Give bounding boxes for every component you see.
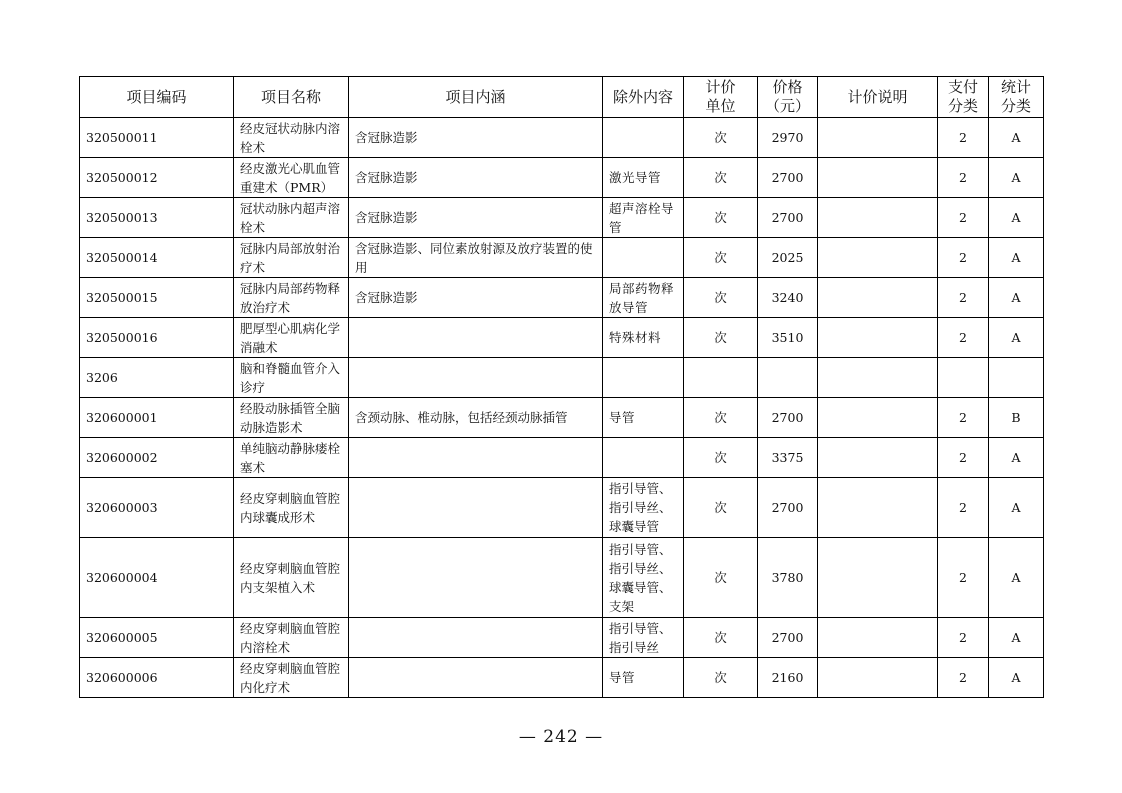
table-row [80,618,1044,658]
cell-stat: A [989,618,1044,658]
cell-price: 2700 [758,618,818,658]
cell-price [758,358,818,398]
cell-note [818,398,938,438]
cell-content [349,538,603,618]
header-unit: 计价 单位 [684,77,758,118]
cell-note [818,118,938,158]
cell-name: 冠脉内局部药物释放治疗术 [234,278,349,318]
cell-code: 320600001 [80,398,234,438]
cell-pay: 2 [938,118,989,158]
cell-name: 经股动脉插管全脑动脉造影术 [234,398,349,438]
cell-stat: A [989,118,1044,158]
table-row [80,538,1044,618]
table-row [80,238,1044,278]
cell-unit: 次 [684,618,758,658]
cell-excluded: 特殊材料 [603,318,684,358]
cell-content: 含颈动脉、椎动脉，包括经颈动脉插管 [349,398,603,438]
cell-content [349,318,603,358]
cell-excluded: 导管 [603,658,684,698]
cell-name: 经皮冠状动脉内溶栓术 [234,118,349,158]
table-row [80,658,1044,698]
cell-excluded: 超声溶栓导管 [603,198,684,238]
cell-name: 经皮穿刺脑血管腔内球囊成形术 [234,478,349,538]
cell-pay: 2 [938,438,989,478]
cell-code: 320600003 [80,478,234,538]
cell-unit: 次 [684,238,758,278]
header-price: 价格 （元） [758,77,818,118]
cell-code: 320500015 [80,278,234,318]
cell-name: 经皮穿刺脑血管腔内化疗术 [234,658,349,698]
cell-pay: 2 [938,158,989,198]
header-name: 项目名称 [234,77,349,118]
cell-unit: 次 [684,478,758,538]
cell-price: 2700 [758,398,818,438]
cell-stat: A [989,538,1044,618]
cell-stat: A [989,478,1044,538]
cell-code: 320500013 [80,198,234,238]
cell-price: 3375 [758,438,818,478]
cell-excluded: 指引导管、指引导丝、球囊导管 [603,478,684,538]
cell-unit: 次 [684,198,758,238]
cell-note [818,158,938,198]
cell-excluded: 局部药物释放导管 [603,278,684,318]
cell-unit: 次 [684,118,758,158]
cell-pay: 2 [938,198,989,238]
cell-note [818,438,938,478]
header-note: 计价说明 [818,77,938,118]
table-row [80,398,1044,438]
cell-unit: 次 [684,398,758,438]
cell-price: 2700 [758,478,818,538]
cell-name: 冠脉内局部放射治疗术 [234,238,349,278]
cell-unit: 次 [684,158,758,198]
cell-note [818,238,938,278]
table-row [80,118,1044,158]
cell-note [818,658,938,698]
cell-unit [684,358,758,398]
cell-stat [989,358,1044,398]
cell-pay: 2 [938,478,989,538]
cell-name: 经皮穿刺脑血管腔内溶栓术 [234,618,349,658]
cell-stat: A [989,318,1044,358]
table-row [80,278,1044,318]
cell-stat: A [989,658,1044,698]
cell-note [818,478,938,538]
table-row [80,438,1044,478]
cell-unit: 次 [684,278,758,318]
cell-excluded: 指引导管、指引导丝、球囊导管、支架 [603,538,684,618]
cell-pay [938,358,989,398]
cell-price: 3240 [758,278,818,318]
cell-stat: A [989,158,1044,198]
cell-excluded [603,118,684,158]
cell-unit: 次 [684,538,758,618]
cell-content: 含冠脉造影、同位素放射源及放疗装置的使用 [349,238,603,278]
cell-stat: A [989,278,1044,318]
cell-note [818,318,938,358]
cell-stat: A [989,238,1044,278]
cell-excluded: 导管 [603,398,684,438]
price-table [79,76,1044,698]
cell-stat: A [989,198,1044,238]
cell-code: 320500016 [80,318,234,358]
cell-price: 2970 [758,118,818,158]
cell-excluded: 指引导管、指引导丝 [603,618,684,658]
cell-price: 3510 [758,318,818,358]
cell-price: 2025 [758,238,818,278]
table-row [80,198,1044,238]
cell-name: 单纯脑动静脉瘘栓塞术 [234,438,349,478]
cell-stat: A [989,438,1044,478]
header-code: 项目编码 [80,77,234,118]
cell-content: 含冠脉造影 [349,158,603,198]
cell-note [818,538,938,618]
cell-name: 经皮激光心肌血管重建术（PMR） [234,158,349,198]
cell-price: 2700 [758,158,818,198]
cell-content: 含冠脉造影 [349,278,603,318]
cell-code: 320500011 [80,118,234,158]
cell-code: 320600002 [80,438,234,478]
cell-note [818,358,938,398]
cell-price: 3780 [758,538,818,618]
cell-code: 320600004 [80,538,234,618]
cell-pay: 2 [938,538,989,618]
cell-content [349,358,603,398]
cell-name: 经皮穿刺脑血管腔内支架植入术 [234,538,349,618]
cell-content [349,658,603,698]
table-row [80,478,1044,538]
cell-excluded: 激光导管 [603,158,684,198]
cell-stat: B [989,398,1044,438]
cell-code: 3206 [80,358,234,398]
cell-code: 320600006 [80,658,234,698]
cell-code: 320500012 [80,158,234,198]
cell-content: 含冠脉造影 [349,198,603,238]
cell-content [349,618,603,658]
cell-price: 2700 [758,198,818,238]
header-stat: 统计 分类 [989,77,1044,118]
cell-price: 2160 [758,658,818,698]
cell-name: 脑和脊髓血管介入诊疗 [234,358,349,398]
header-content: 项目内涵 [349,77,603,118]
cell-code: 320600005 [80,618,234,658]
table-row [80,158,1044,198]
cell-pay: 2 [938,398,989,438]
header-excluded: 除外内容 [603,77,684,118]
cell-excluded [603,358,684,398]
cell-content [349,438,603,478]
header-pay: 支付 分类 [938,77,989,118]
table-section-row [80,358,1044,398]
cell-excluded [603,438,684,478]
cell-pay: 2 [938,238,989,278]
cell-content [349,478,603,538]
cell-name: 冠状动脉内超声溶栓术 [234,198,349,238]
cell-pay: 2 [938,318,989,358]
cell-pay: 2 [938,658,989,698]
cell-unit: 次 [684,658,758,698]
cell-content: 含冠脉造影 [349,118,603,158]
cell-pay: 2 [938,278,989,318]
cell-note [818,278,938,318]
cell-name: 肥厚型心肌病化学消融术 [234,318,349,358]
table-row [80,318,1044,358]
cell-note [818,618,938,658]
cell-excluded [603,238,684,278]
cell-unit: 次 [684,438,758,478]
cell-pay: 2 [938,618,989,658]
header-row [80,77,1044,118]
cell-code: 320500014 [80,238,234,278]
page-number: — 242 — [518,727,604,747]
cell-note [818,198,938,238]
cell-unit: 次 [684,318,758,358]
